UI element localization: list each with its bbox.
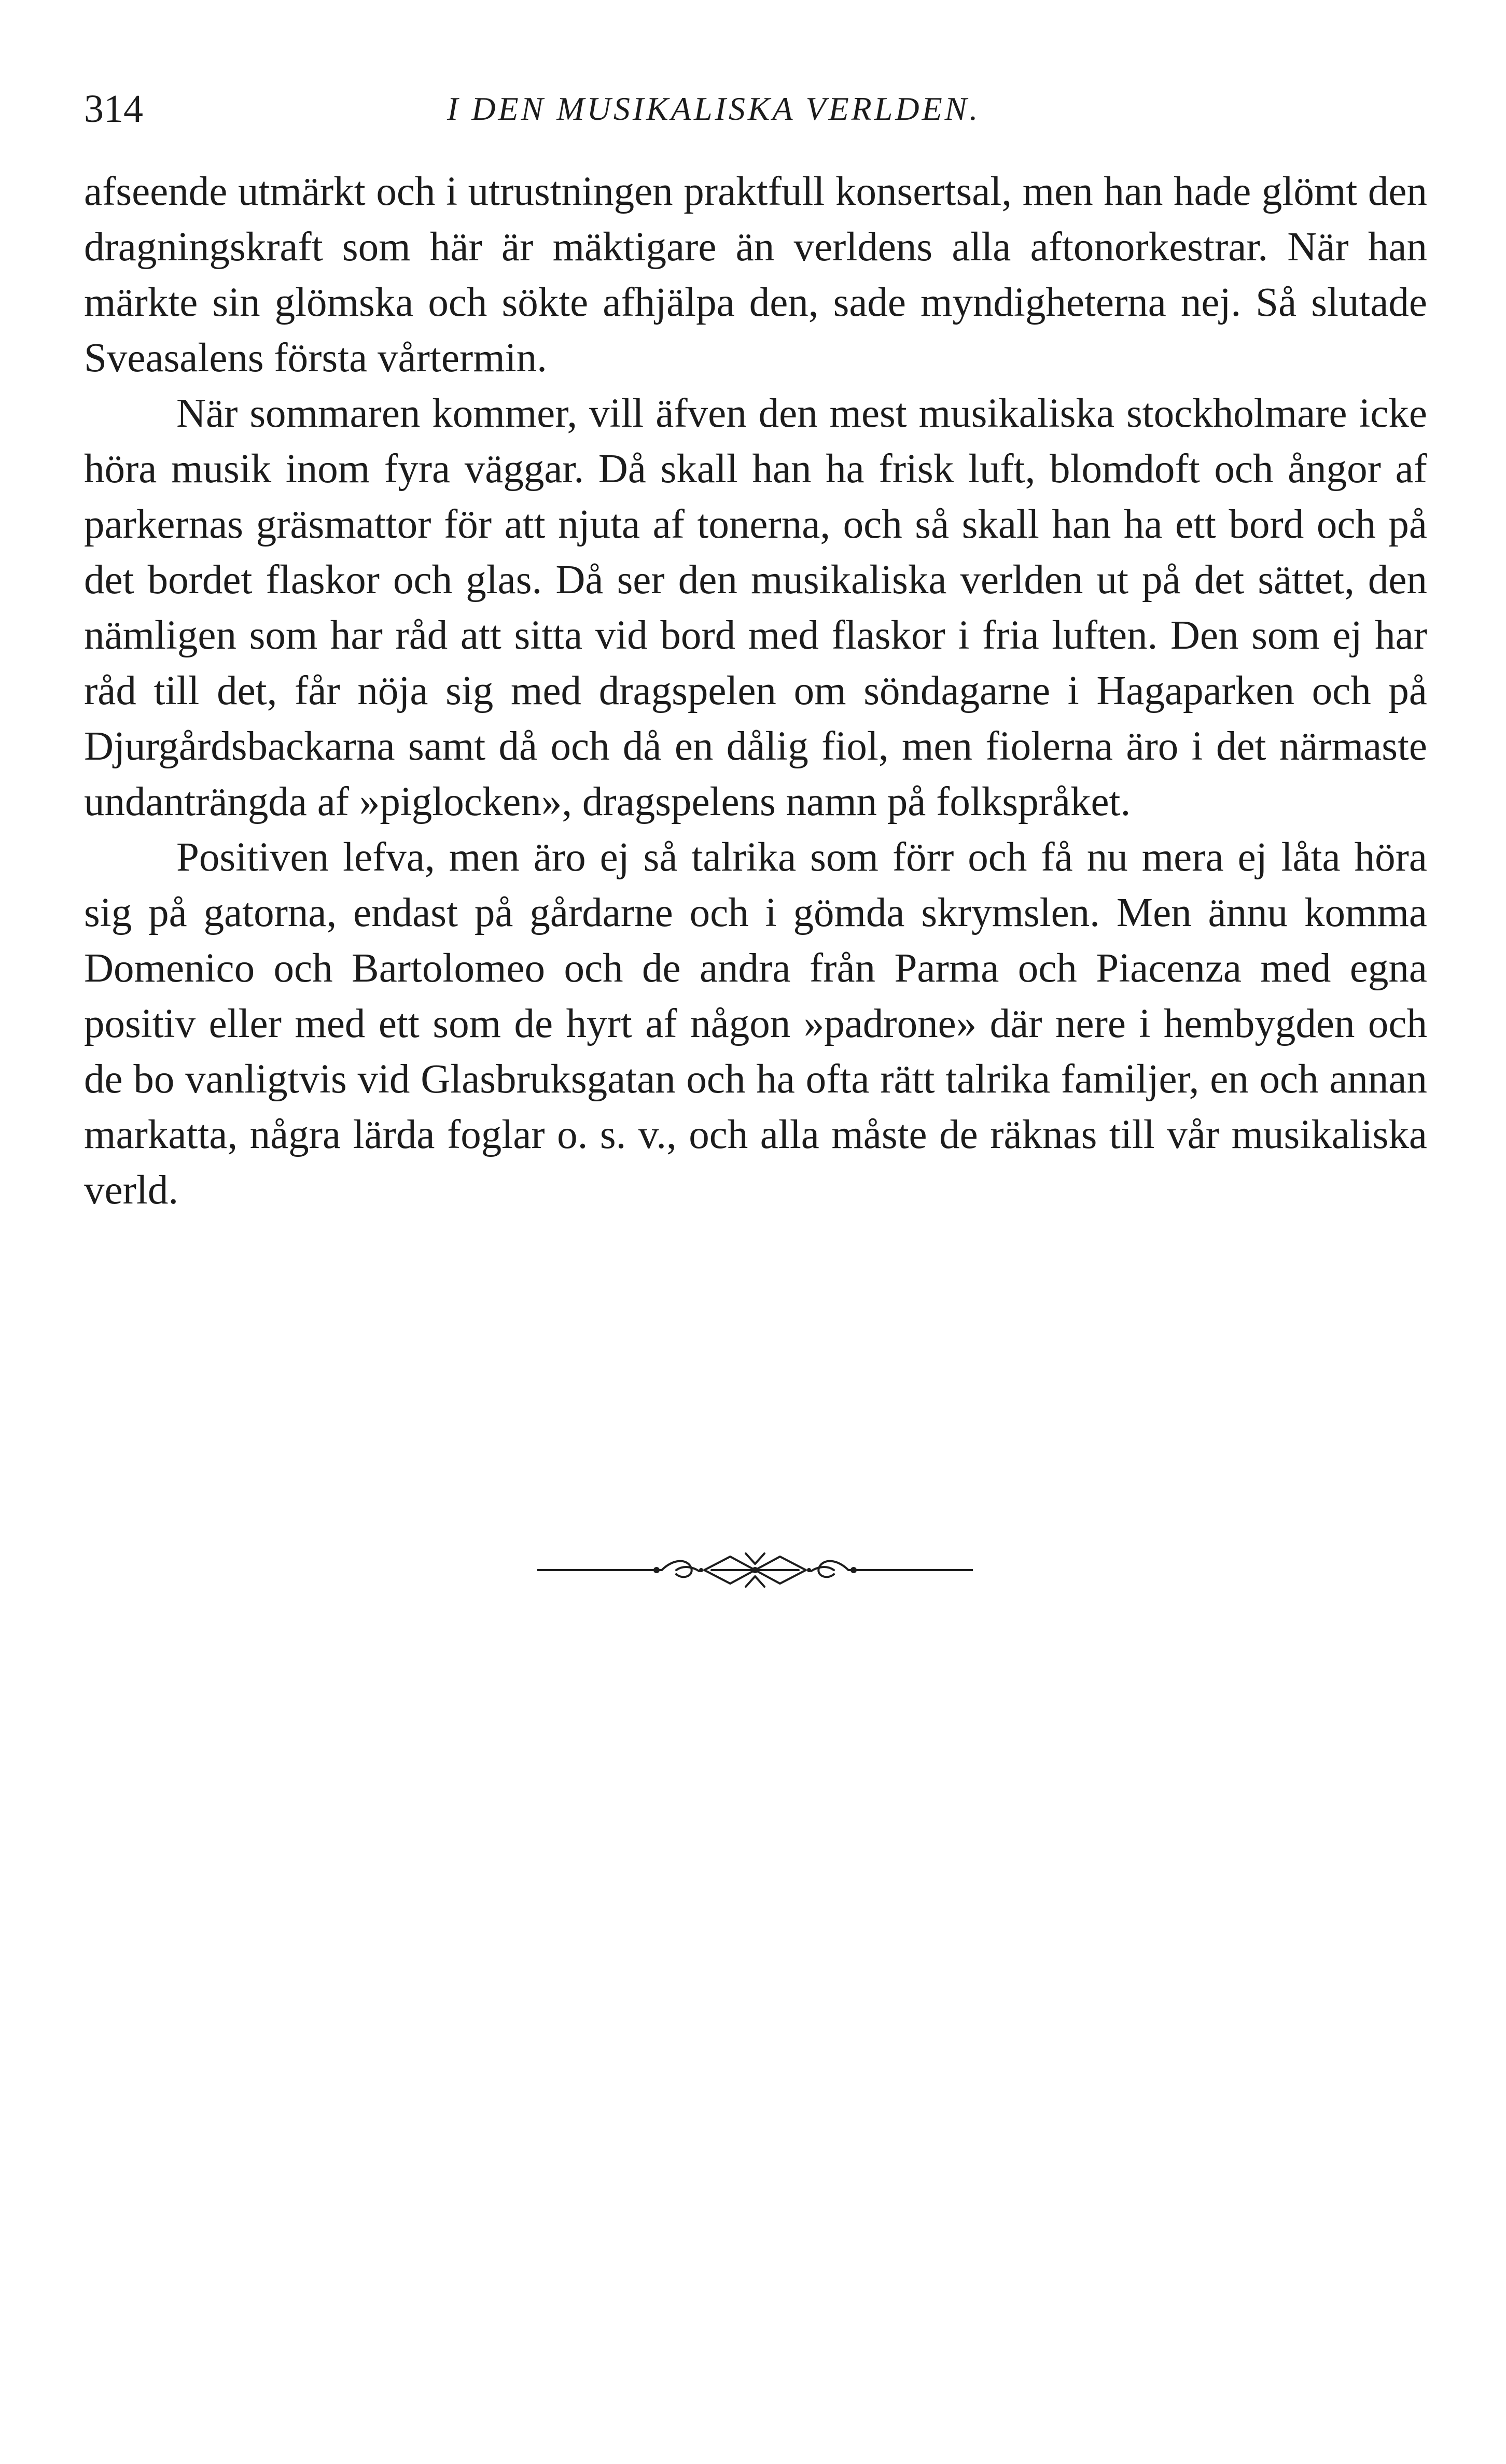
paragraph-2: När sommaren kommer, vill äfven den mest musikaliska stockholmare icke höra musik inom fyra väggar. Då skall han ha frisk luft, blomdoft och ångor af parkernas gräsmattor för att njuta af tonerna, och så skall han ha ett bord och på det bordet flaskor och glas. Då ser den musikaliska verlden ut på det sättet, den nämligen som har råd att sitta vid bord med flaskor i fria luften. Den som ej har råd till det, får nöja sig med dragspelen om söndagarne i Hagaparken och på Djurgårdsbackarna samt då och då en dålig fiol, men fiolerna äro i det närmaste undanträngda af »piglocken», dragspelens namn på folkspråket.	[84, 391, 1427, 824]
paragraph-1: afseende utmärkt och i utrustningen praktfull konsertsal, men han hade glömt den dragningskraft som här är mäktigare än verldens alla aftonorkestrar. När han märkte sin glömska och sökte afhjälpa den, sade myndigheterna nej. Så slutade Sveasalens första vårtermin.	[84, 169, 1427, 381]
page-number: 314	[84, 87, 143, 131]
ornamental-divider-icon	[537, 1551, 973, 1588]
paragraph-3: Positiven lefva, men äro ej så talrika som förr och få nu mera ej låta höra sig på gatorna, endast på gårdarne och i gömda skrymslen. Men ännu komma Domenico och Bartolomeo och de andra från Parma och Piacenza med egna positiv eller med ett som de hyrt af någon »padrone» där nere i hembygden och de bo vanligtvis vid Glasbruksgatan och ha ofta rätt talrika familjer, en och annan markatta, några lärda foglar o. s. v., och alla måste de räknas till vår musikaliska verld.	[84, 835, 1427, 1213]
running-head	[84, 78, 1427, 145]
running-title: I DEN MUSIKALISKA VERLDEN.	[447, 90, 981, 127]
body-text	[84, 164, 1427, 1218]
